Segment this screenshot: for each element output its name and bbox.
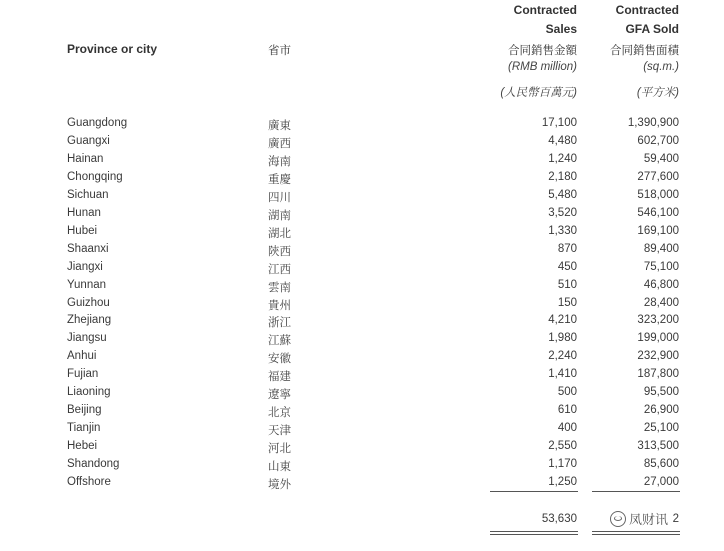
contracted-sales: 1,330 bbox=[548, 224, 577, 237]
contracted-sales: 5,480 bbox=[548, 188, 577, 201]
gfa-total: 2 bbox=[672, 513, 679, 525]
watermark bbox=[608, 509, 670, 528]
table-row bbox=[0, 314, 724, 332]
contracted-sales: 870 bbox=[557, 242, 577, 255]
province-name-cn: 山東 bbox=[268, 461, 291, 474]
contracted-sales: 17,100 bbox=[541, 117, 577, 129]
province-name-cn: 湖北 bbox=[268, 227, 291, 240]
province-name: Hainan bbox=[67, 152, 104, 165]
gfa-header-line1: Contracted bbox=[615, 3, 679, 17]
gfa-unit-cn: (平方米) bbox=[636, 87, 679, 99]
sales-header-cn: 合同銷售金額 bbox=[508, 45, 577, 57]
gfa-unit: (sq.m.) bbox=[643, 61, 679, 73]
contracted-gfa: 546,100 bbox=[637, 206, 679, 219]
province-name: Hubei bbox=[67, 224, 98, 237]
table-row bbox=[0, 368, 724, 386]
table-row bbox=[0, 117, 724, 135]
contracted-sales: 4,210 bbox=[548, 314, 577, 327]
province-name: Sichuan bbox=[67, 188, 109, 201]
sales-subtotal-rule bbox=[490, 491, 578, 492]
province-name: Yunnan bbox=[67, 278, 107, 291]
gfa-subtotal-rule bbox=[592, 491, 680, 492]
table-row bbox=[0, 225, 724, 243]
table-row bbox=[0, 243, 724, 261]
gfa-header-cn: 合同銷售面積 bbox=[610, 45, 679, 57]
province-name-cn: 重慶 bbox=[268, 173, 291, 186]
contracted-sales: 2,240 bbox=[548, 350, 577, 363]
wechat-icon bbox=[610, 511, 626, 527]
contracted-gfa: 602,700 bbox=[637, 134, 679, 147]
contracted-gfa: 46,800 bbox=[643, 278, 679, 291]
province-name: Guangxi bbox=[67, 134, 110, 147]
contracted-sales: 610 bbox=[557, 404, 577, 417]
contracted-gfa: 95,500 bbox=[643, 386, 679, 399]
contracted-sales: 1,250 bbox=[548, 476, 577, 488]
province-name: Shaanxi bbox=[67, 242, 109, 255]
province-name-cn: 陝西 bbox=[268, 245, 291, 258]
contracted-sales: 1,240 bbox=[548, 152, 577, 165]
gfa-total-rule-1 bbox=[592, 531, 680, 532]
contracted-gfa: 199,000 bbox=[637, 332, 679, 345]
province-name-cn: 安徽 bbox=[268, 353, 291, 366]
province-name-cn: 江西 bbox=[268, 263, 291, 276]
contracted-sales: 2,180 bbox=[548, 170, 577, 183]
contracted-gfa: 25,100 bbox=[643, 422, 679, 435]
sales-total-rule-1 bbox=[490, 531, 578, 532]
contracted-sales: 1,980 bbox=[548, 332, 577, 345]
contracted-gfa: 323,200 bbox=[637, 314, 679, 327]
contracted-sales: 500 bbox=[557, 386, 577, 399]
contracted-gfa: 59,400 bbox=[643, 152, 679, 165]
province-name-cn: 北京 bbox=[268, 407, 291, 420]
province-name-cn: 海南 bbox=[268, 155, 291, 168]
province-column-header: Province or city bbox=[67, 42, 158, 56]
contracted-gfa: 1,390,900 bbox=[627, 117, 679, 129]
province-name-cn: 雲南 bbox=[268, 281, 291, 294]
sales-unit-cn: (人民幣百萬元) bbox=[500, 87, 577, 99]
contracted-gfa: 26,900 bbox=[643, 404, 679, 417]
contracted-gfa: 313,500 bbox=[637, 440, 679, 453]
table-row bbox=[0, 261, 724, 279]
table-row bbox=[0, 440, 724, 458]
contracted-gfa: 85,600 bbox=[643, 458, 679, 471]
watermark-text: 凤财讯 bbox=[629, 512, 669, 527]
province-name: Jiangxi bbox=[67, 260, 103, 273]
contracted-gfa: 89,400 bbox=[643, 242, 679, 255]
province-name: Beijing bbox=[67, 404, 102, 417]
province-name-cn: 境外 bbox=[268, 479, 291, 491]
table-row bbox=[0, 350, 724, 368]
table-row bbox=[0, 422, 724, 440]
contracted-sales: 1,410 bbox=[548, 368, 577, 381]
province-name: Tianjin bbox=[67, 422, 101, 435]
province-name: Zhejiang bbox=[67, 314, 112, 327]
table-row bbox=[0, 135, 724, 153]
contracted-sales: 150 bbox=[557, 296, 577, 309]
contracted-gfa: 232,900 bbox=[637, 350, 679, 363]
contracted-gfa: 28,400 bbox=[643, 296, 679, 309]
province-name-cn: 天津 bbox=[268, 425, 291, 438]
province-name-cn: 江蘇 bbox=[268, 335, 291, 348]
province-name: Chongqing bbox=[67, 170, 123, 183]
table-row bbox=[0, 189, 724, 207]
table-row bbox=[0, 153, 724, 171]
province-name-cn: 河北 bbox=[268, 443, 291, 456]
contracted-sales: 450 bbox=[557, 260, 577, 273]
table-row bbox=[0, 297, 724, 315]
province-name: Liaoning bbox=[67, 386, 111, 399]
gfa-total-rule-2 bbox=[592, 534, 680, 535]
contracted-gfa: 518,000 bbox=[637, 188, 679, 201]
table-row bbox=[0, 207, 724, 225]
province-name-cn: 廣西 bbox=[268, 137, 291, 150]
contracted-sales: 510 bbox=[557, 278, 577, 291]
province-name-cn: 湖南 bbox=[268, 209, 291, 222]
contracted-sales: 2,550 bbox=[548, 440, 577, 453]
contracted-gfa: 187,800 bbox=[637, 368, 679, 381]
sales-unit: (RMB million) bbox=[508, 61, 577, 73]
table-row bbox=[0, 171, 724, 189]
contracted-sales: 1,170 bbox=[548, 458, 577, 471]
table-row bbox=[0, 332, 724, 350]
province-name: Jiangsu bbox=[67, 332, 107, 345]
province-name: Offshore bbox=[67, 476, 111, 488]
province-name: Anhui bbox=[67, 350, 97, 363]
table-row bbox=[0, 386, 724, 404]
province-name-cn: 遼寧 bbox=[268, 389, 291, 402]
province-name-cn: 福建 bbox=[268, 371, 291, 384]
contracted-gfa: 27,000 bbox=[643, 476, 679, 488]
province-name: Hunan bbox=[67, 206, 101, 219]
sales-total: 53,630 bbox=[541, 513, 577, 525]
province-name: Hebei bbox=[67, 440, 98, 453]
province-name-cn: 廣東 bbox=[268, 120, 291, 132]
contracted-gfa: 75,100 bbox=[643, 260, 679, 273]
sales-header-line1: Contracted bbox=[513, 3, 577, 17]
table-row bbox=[0, 279, 724, 297]
table-row bbox=[0, 458, 724, 476]
province-name-cn: 浙江 bbox=[268, 317, 291, 330]
province-name: Fujian bbox=[67, 368, 99, 381]
province-name: Guizhou bbox=[67, 296, 110, 309]
contracted-gfa: 277,600 bbox=[637, 170, 679, 183]
province-column-header-cn: 省市 bbox=[268, 45, 291, 57]
contracted-sales: 400 bbox=[557, 422, 577, 435]
table-row bbox=[0, 404, 724, 422]
province-name-cn: 貴州 bbox=[268, 299, 291, 312]
province-name: Shandong bbox=[67, 458, 120, 471]
sales-total-rule-2 bbox=[490, 534, 578, 535]
contracted-sales: 4,480 bbox=[548, 134, 577, 147]
contracted-sales: 3,520 bbox=[548, 206, 577, 219]
gfa-header-line2: GFA Sold bbox=[625, 22, 679, 36]
sales-header-line2: Sales bbox=[545, 22, 577, 36]
province-name-cn: 四川 bbox=[268, 191, 291, 204]
contracted-gfa: 169,100 bbox=[637, 224, 679, 237]
province-name: Guangdong bbox=[67, 117, 128, 129]
